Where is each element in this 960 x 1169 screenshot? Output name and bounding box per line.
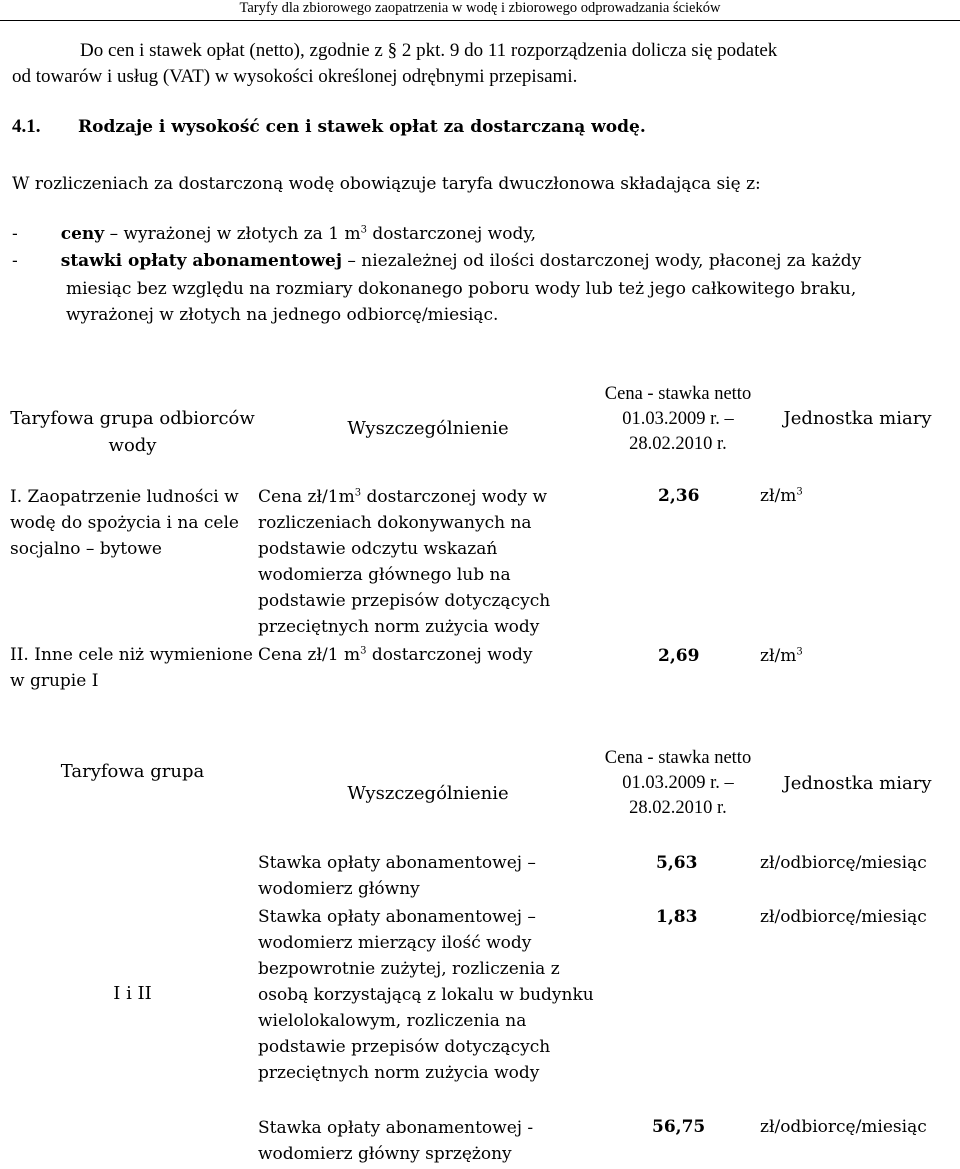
t1-row2-price: 2,69 (658, 646, 700, 666)
t2-row1-spec: Stawka opłaty abonamentowej – wodomierz główny (258, 853, 536, 899)
intro-line-1: Do cen i stawek opłat (netto), zgodnie z § 2 pkt. 9 do 11 rozporządzenia dolicza się podatek (80, 40, 778, 61)
t1-row1-spec (258, 484, 598, 640)
t1-row1-unit-text: zł/m (760, 486, 797, 506)
t1-row1-price: 2,36 (658, 486, 700, 506)
t2-header-spec: Wyszczególnienie (347, 783, 509, 804)
t1-row2-unit (760, 646, 803, 666)
bullet-1-term: ceny (60, 224, 105, 244)
bullet-1-text-a: – wyrażonej w złotych za 1 m (109, 224, 361, 244)
t1-row1-group: I. Zaopatrzenie ludności w wodę do spożycia i na cele socjalno – bytowe (10, 487, 239, 559)
header-rule (0, 20, 960, 21)
page-header: Taryfy dla zbiorowego zaopatrzenia w wodę i zbiorowego odprowadzania ścieków (239, 0, 721, 16)
t1-row2-spec (258, 642, 598, 668)
t1-row1-unit (760, 486, 803, 506)
t1-header-group: Taryfowa grupa odbiorców wody (10, 408, 255, 456)
bullet-2-line-3: wyrażonej w złotych na jednego odbiorcę/miesiąc. (66, 305, 499, 325)
t2-row3-spec: Stawka opłaty abonamentowej - wodomierz główny sprzężony (258, 1118, 534, 1164)
t2-row1-price: 5,63 (656, 853, 698, 873)
bullet-2-dash: - (12, 251, 18, 271)
bullet-1-text-b: dostarczonej wody, (366, 224, 537, 244)
t2-row2-spec: Stawka opłaty abonamentowej – wodomierz mierzący ilość wody bezpowrotnie zużytej, rozliczenia z osobą korzystającą z lokalu w budynku wielolokalowym, rozliczenia na podstawie przepisów dotyczących przeciętnych norm zużycia wody (258, 907, 594, 1083)
bullet-1-sup: 3 (360, 224, 367, 236)
t2-row3-price: 56,75 (652, 1117, 706, 1137)
t2-group-value: I i II (113, 983, 152, 1004)
t2-row1-unit: zł/odbiorcę/miesiąc (760, 853, 927, 873)
t2-row2-price: 1,83 (656, 907, 698, 927)
bullet-2-line-2: miesiąc bez względu na rozmiary dokonanego poboru wody lub też jego całkowitego braku, (66, 279, 857, 299)
t1-row2-unit-sup: 3 (796, 646, 803, 658)
bullet-2-line-1: – niezależnej od ilości dostarczonej wody, płaconej za każdy (347, 251, 862, 271)
bullet-2 (12, 251, 861, 271)
t2-header-unit: Jednostka miary (783, 773, 932, 794)
t1-row2-unit-text: zł/m (760, 646, 797, 666)
section-title: Rodzaje i wysokość cen i stawek opłat za dostarczaną wodę. (78, 117, 646, 137)
t2-row3-unit: zł/odbiorcę/miesiąc (760, 1117, 927, 1137)
t1-row1-unit-sup: 3 (796, 486, 803, 498)
t2-header-price: Cena - stawka netto 01.03.2009 r. – 28.02.2010 r. (604, 748, 752, 818)
t2-row2-unit: zł/odbiorcę/miesiąc (760, 907, 927, 927)
t1-header-spec: Wyszczególnienie (347, 418, 509, 439)
t1-row2-spec-sup: 3 (360, 645, 367, 657)
t1-row2-spec-a: Cena zł/1 m (258, 645, 361, 665)
t1-row1-spec-sup: 3 (354, 487, 362, 499)
t1-header-unit: Jednostka miary (783, 408, 932, 429)
bullet-1 (12, 224, 536, 244)
t1-row1-spec-b: dostarczonej wody w rozliczeniach dokonywanych na podstawie odczytu wskazań wodomierza głównego lub na podstawie przepisów dotyczących przeciętnych norm zużycia wody (258, 487, 551, 637)
t1-row2-spec-b: dostarczonej wody (366, 645, 533, 665)
bullet-2-term: stawki opłaty abonamentowej (60, 251, 342, 271)
t1-header-price: Cena - stawka netto 01.03.2009 r. – 28.02.2010 r. (604, 384, 752, 454)
tariff-intro: W rozliczeniach za dostarczoną wodę obowiązuje taryfa dwuczłonowa składająca się z: (12, 174, 761, 194)
section-number: 4.1. (12, 116, 41, 137)
t1-row2-group: II. Inne cele niż wymienione w grupie I (10, 645, 253, 691)
intro-line-2: od towarów i usług (VAT) w wysokości określonej odrębnymi przepisami. (12, 66, 578, 87)
t1-row1-spec-a: Cena zł/1m (258, 487, 355, 507)
t2-header-group: Taryfowa grupa (60, 761, 205, 782)
bullet-1-dash: - (12, 224, 18, 244)
